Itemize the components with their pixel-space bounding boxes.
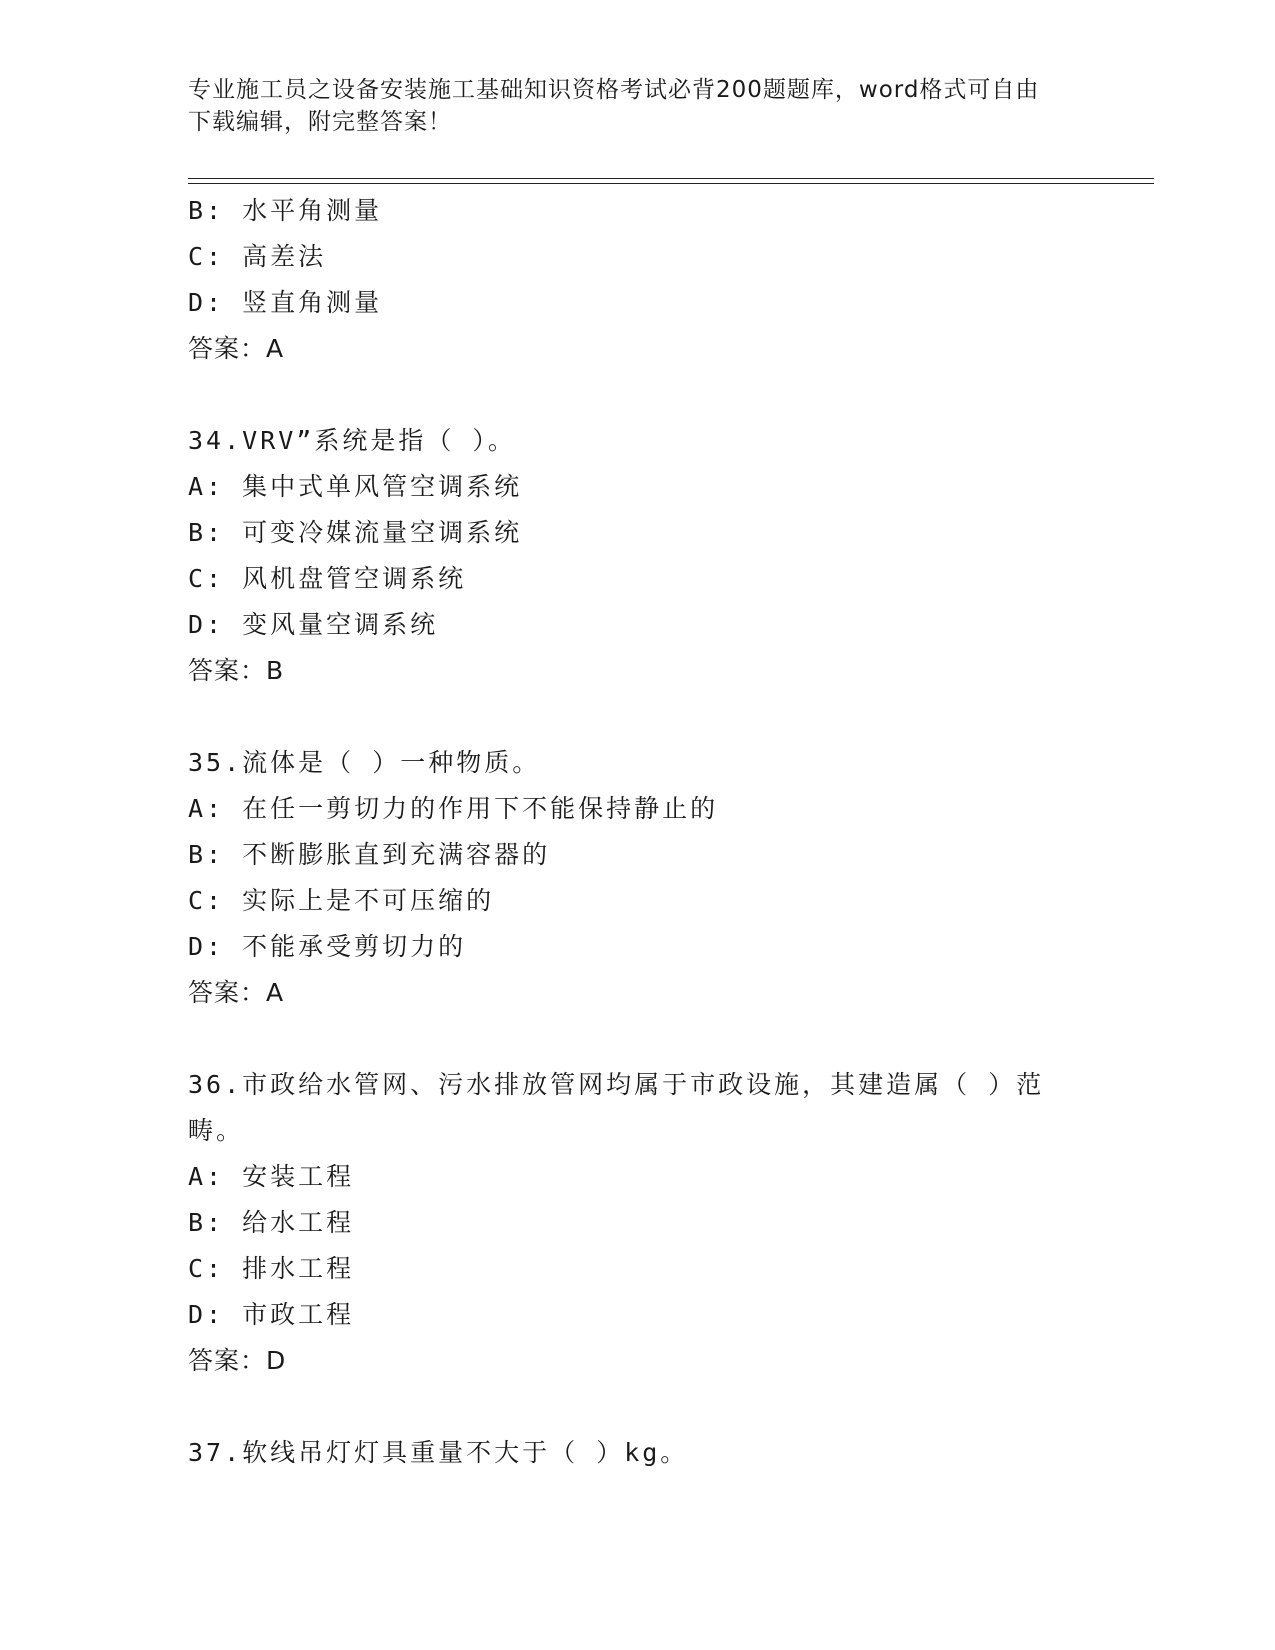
option-b: B: 水平角测量 (188, 196, 383, 225)
option-c: C: 排水工程 (188, 1254, 355, 1283)
question-list (188, 188, 1088, 1476)
answer-label: 答案：A (188, 978, 285, 1007)
option-c: C: 高差法 (188, 242, 327, 271)
option-d: D: 不能承受剪切力的 (188, 932, 467, 961)
question-block-36 (188, 1062, 1088, 1384)
question-text: 35.流体是（ ）一种物质。 (188, 748, 541, 777)
option-a: A: 安装工程 (188, 1162, 355, 1191)
question-block-34 (188, 418, 1088, 694)
question-text: 34.VRV”系统是指（ ）。 (188, 426, 516, 455)
option-c: C: 风机盘管空调系统 (188, 564, 467, 593)
question-block-33 (188, 188, 1088, 372)
question-text: 36.市政给水管网、污水排放管网均属于市政设施，其建造属（ ）范畴。 (188, 1070, 1045, 1145)
spacer (188, 372, 1088, 418)
header-title-line-1: 专业施工员之设备安装施工基础知识资格考试必背200题题库，word格式可自由 (188, 77, 1040, 103)
option-b: B: 给水工程 (188, 1208, 355, 1237)
header-title-line-2: 下载编辑，附完整答案！ (188, 109, 452, 135)
spacer (188, 1016, 1088, 1062)
option-b: B: 不断膨胀直到充满容器的 (188, 840, 551, 869)
option-d: D: 变风量空调系统 (188, 610, 439, 639)
answer-label: 答案：B (188, 656, 285, 685)
spacer (188, 694, 1088, 740)
document-header (188, 74, 1068, 138)
option-b: B: 可变冷媒流量空调系统 (188, 518, 523, 547)
header-divider-bottom (188, 183, 1154, 184)
answer-label: 答案：D (188, 1346, 287, 1375)
option-d: D: 市政工程 (188, 1300, 355, 1329)
spacer (188, 1384, 1088, 1430)
question-block-35 (188, 740, 1088, 1016)
option-a: A: 集中式单风管空调系统 (188, 472, 523, 501)
option-a: A: 在任一剪切力的作用下不能保持静止的 (188, 794, 719, 823)
question-block-37 (188, 1430, 1088, 1476)
answer-label: 答案：A (188, 334, 285, 363)
option-c: C: 实际上是不可压缩的 (188, 886, 495, 915)
header-divider-top (188, 178, 1154, 179)
option-d: D: 竖直角测量 (188, 288, 383, 317)
question-text: 37.软线吊灯灯具重量不大于（ ）kg。 (188, 1438, 689, 1467)
